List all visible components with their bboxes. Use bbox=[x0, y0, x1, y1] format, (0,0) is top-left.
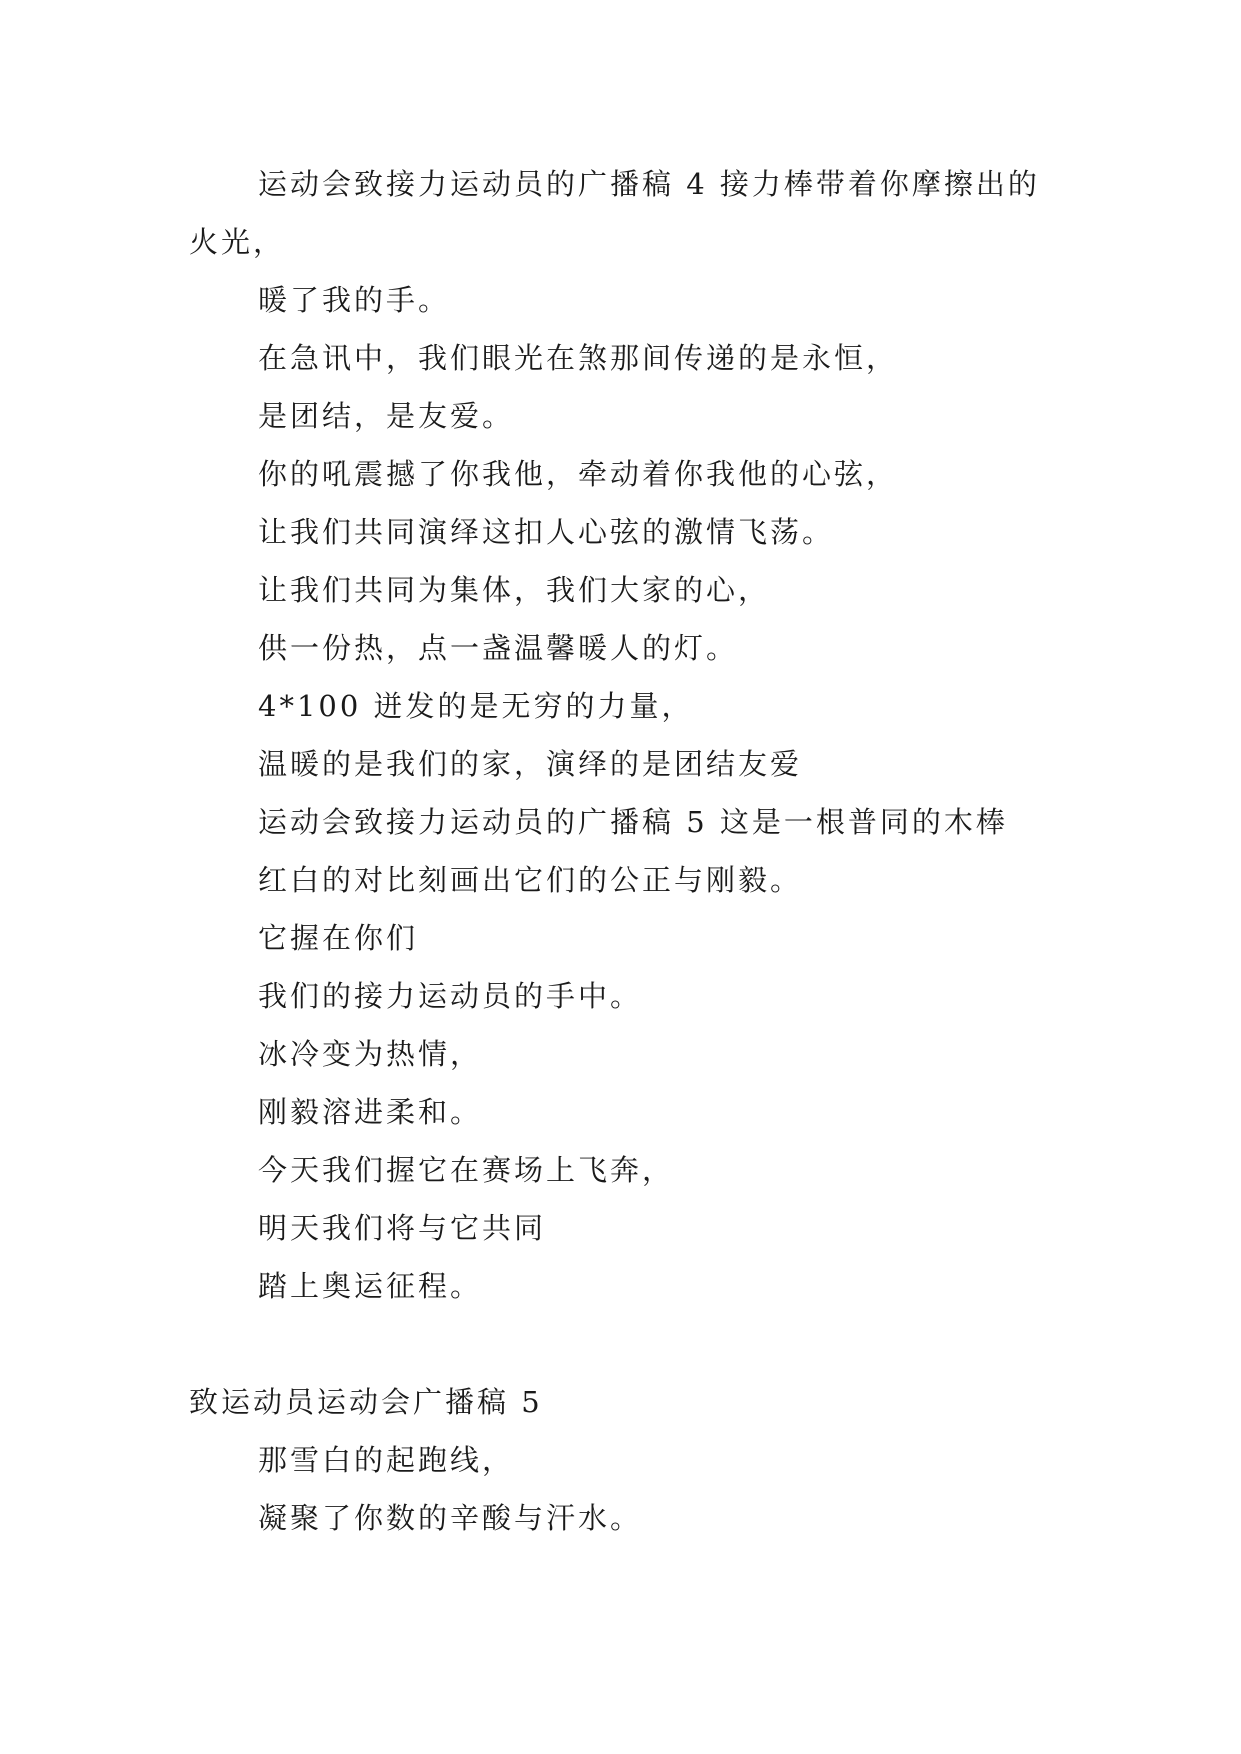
paragraph-line: 供一份热，点一盏温馨暖人的灯。 bbox=[258, 631, 739, 665]
paragraph-line: 踏上奥运征程。 bbox=[258, 1269, 483, 1303]
paragraph-line: 红白的对比刻画出它们的公正与刚毅。 bbox=[258, 863, 803, 897]
paragraph-line: 运动会致接力运动员的广播稿 4 接力棒带着你摩擦出的 bbox=[258, 167, 1040, 201]
paragraph-line: 今天我们握它在赛场上飞奔， bbox=[258, 1153, 675, 1187]
paragraph-line: 运动会致接力运动员的广播稿 5 这是一根普同的木棒 bbox=[258, 805, 1008, 839]
paragraph-line: 凝聚了你数的辛酸与汗水。 bbox=[258, 1501, 643, 1535]
paragraph-line: 4*100 迸发的是无穷的力量， bbox=[258, 689, 694, 723]
paragraph-line: 那雪白的起跑线， bbox=[258, 1443, 515, 1477]
paragraph-line: 明天我们将与它共同 bbox=[258, 1211, 547, 1245]
paragraph-line: 火光， bbox=[189, 225, 286, 259]
paragraph-line: 我们的接力运动员的手中。 bbox=[258, 979, 643, 1013]
paragraph-line: 让我们共同为集体，我们大家的心， bbox=[258, 573, 771, 607]
paragraph-line: 是团结，是友爱。 bbox=[258, 399, 515, 433]
paragraph-line: 让我们共同演绎这扣人心弦的激情飞荡。 bbox=[258, 515, 835, 549]
paragraph-line: 暖了我的手。 bbox=[258, 283, 451, 317]
paragraph-line: 你的吼震撼了你我他，牵动着你我他的心弦， bbox=[258, 457, 899, 491]
paragraph-line: 在急讯中，我们眼光在煞那间传递的是永恒， bbox=[258, 341, 899, 375]
paragraph-line: 温暖的是我们的家，演绎的是团结友爱 bbox=[258, 747, 803, 781]
paragraph-line: 冰冷变为热情， bbox=[258, 1037, 483, 1071]
section-heading: 致运动员运动会广播稿 5 bbox=[189, 1385, 543, 1419]
paragraph-line: 它握在你们 bbox=[258, 921, 419, 955]
paragraph-line: 刚毅溶进柔和。 bbox=[258, 1095, 483, 1129]
